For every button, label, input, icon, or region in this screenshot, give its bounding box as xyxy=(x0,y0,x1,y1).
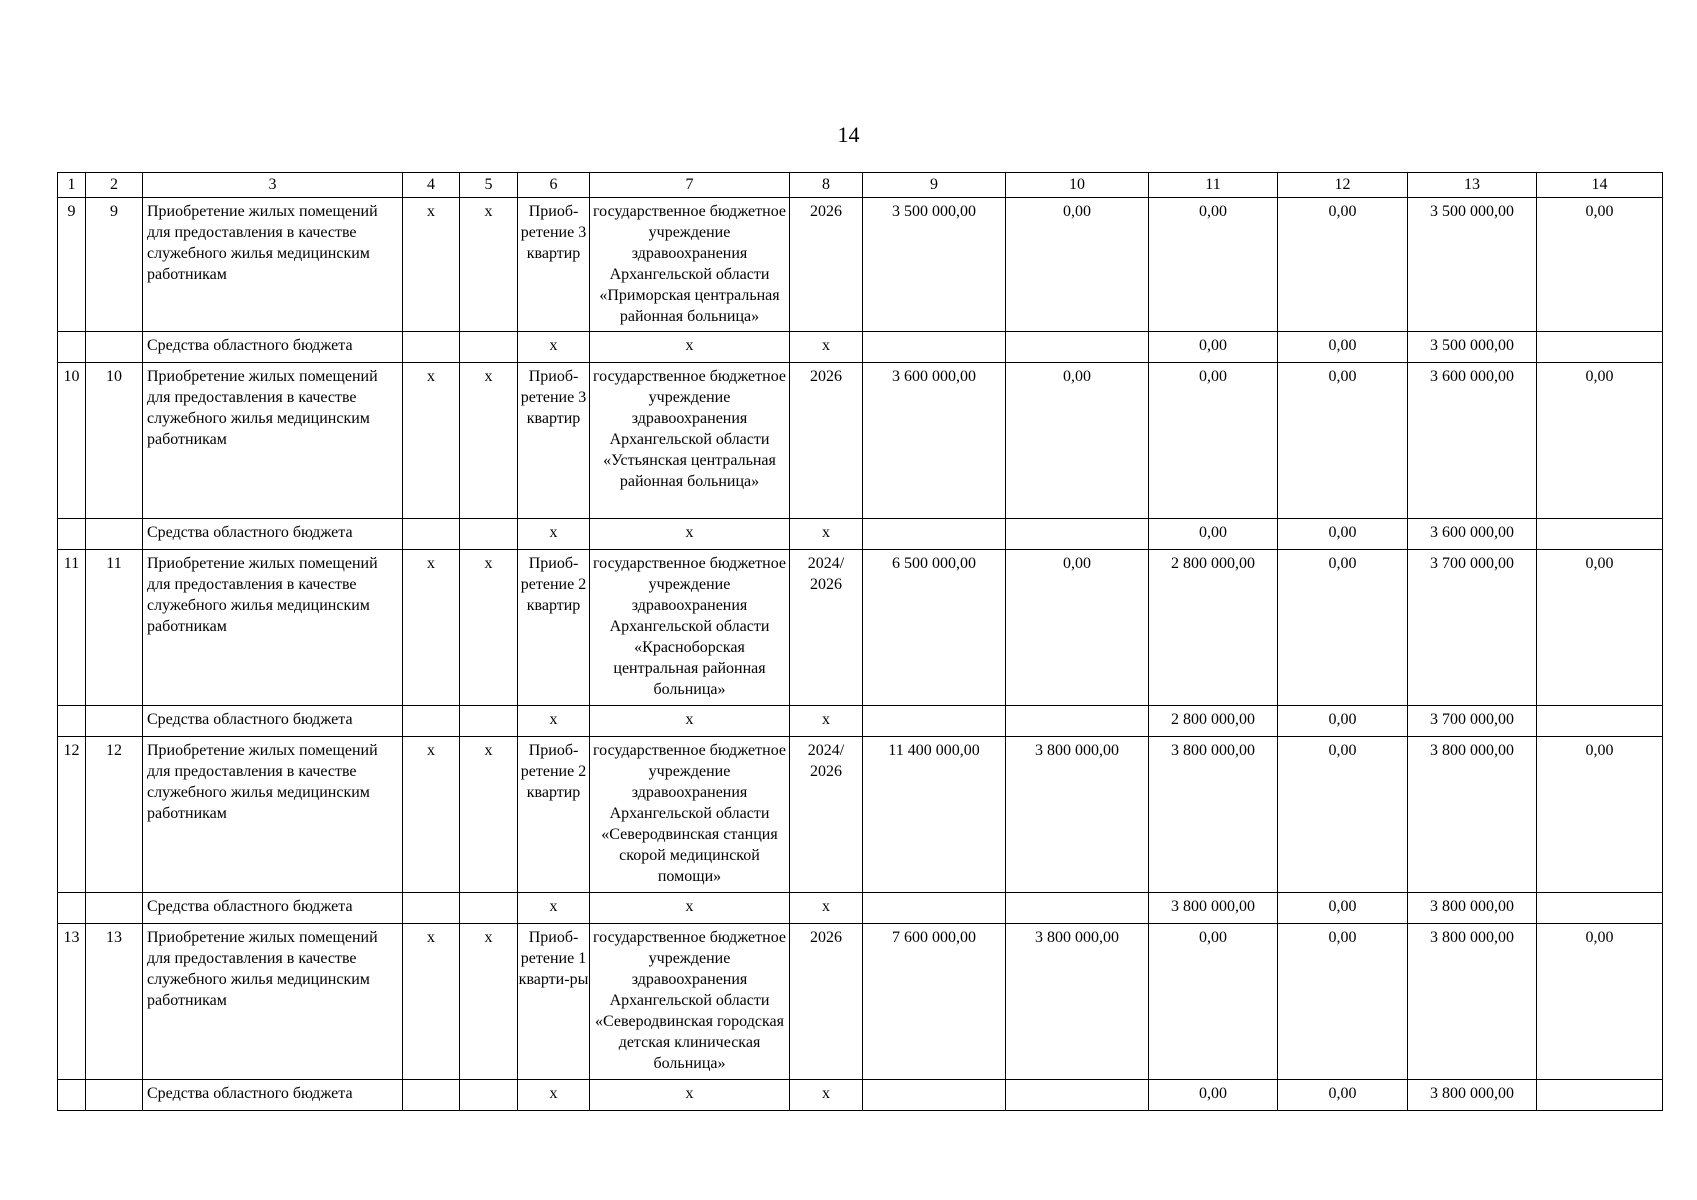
header-cell: 2 xyxy=(86,173,143,198)
amount-col10: 3 800 000,00 xyxy=(1006,737,1149,893)
measure-name: Приобретение жилых помещений для предоставления в качестве служебного жилья медицинским работникам xyxy=(143,550,403,706)
amount-col11: 0,00 xyxy=(1149,332,1278,363)
amount-col10 xyxy=(1006,332,1149,363)
empty-cell xyxy=(86,332,143,363)
funding-source-row xyxy=(58,1080,1663,1111)
amount-col13: 3 600 000,00 xyxy=(1408,363,1537,519)
funding-source-row xyxy=(58,519,1663,550)
amount-col11: 2 800 000,00 xyxy=(1149,550,1278,706)
year-cell: 2026 xyxy=(790,924,863,1080)
executor-cell: государственное бюджетное учреждение здравоохранения Архангельской области «Северодвинская городская детская клиническая больница» xyxy=(590,924,790,1080)
empty-cell xyxy=(460,519,518,550)
funding-source-label: Средства областного бюджета xyxy=(143,706,403,737)
cell-col7: х xyxy=(590,706,790,737)
cell-col5: х xyxy=(460,924,518,1080)
amount-col14 xyxy=(1537,1080,1663,1111)
amount-col10: 0,00 xyxy=(1006,550,1149,706)
empty-cell xyxy=(403,332,460,363)
amount-col12: 0,00 xyxy=(1278,550,1408,706)
header-cell: 13 xyxy=(1408,173,1537,198)
header-cell: 5 xyxy=(460,173,518,198)
amount-col14: 0,00 xyxy=(1537,363,1663,519)
empty-cell xyxy=(58,893,86,924)
header-cell: 4 xyxy=(403,173,460,198)
amount-col11: 0,00 xyxy=(1149,519,1278,550)
empty-cell xyxy=(403,893,460,924)
header-cell: 1 xyxy=(58,173,86,198)
empty-cell xyxy=(58,519,86,550)
funding-source-row xyxy=(58,706,1663,737)
amount-col11: 0,00 xyxy=(1149,924,1278,1080)
item-number: 9 xyxy=(86,198,143,332)
item-number: 10 xyxy=(86,363,143,519)
amount-col12: 0,00 xyxy=(1278,519,1408,550)
empty-cell xyxy=(86,706,143,737)
funding-source-label: Средства областного бюджета xyxy=(143,519,403,550)
year-cell: 2024/ 2026 xyxy=(790,550,863,706)
amount-col12: 0,00 xyxy=(1278,737,1408,893)
amount-col11: 2 800 000,00 xyxy=(1149,706,1278,737)
amount-col12: 0,00 xyxy=(1278,198,1408,332)
amount-col14 xyxy=(1537,332,1663,363)
amount-col11: 0,00 xyxy=(1149,363,1278,519)
funding-source-label: Средства областного бюджета xyxy=(143,332,403,363)
amount-col10 xyxy=(1006,519,1149,550)
amount-total: 3 600 000,00 xyxy=(863,363,1006,519)
amount-col10: 0,00 xyxy=(1006,198,1149,332)
cell-col5: х xyxy=(460,363,518,519)
year-cell: 2026 xyxy=(790,363,863,519)
amount-col14 xyxy=(1537,706,1663,737)
cell-col8: х xyxy=(790,332,863,363)
amount-col14: 0,00 xyxy=(1537,737,1663,893)
funding-source-row xyxy=(58,332,1663,363)
cell-col4: х xyxy=(403,924,460,1080)
cell-col8: х xyxy=(790,1080,863,1111)
amount-total: 7 600 000,00 xyxy=(863,924,1006,1080)
empty-cell xyxy=(86,519,143,550)
table-header-row xyxy=(58,173,1663,198)
cell-col6: х xyxy=(518,1080,590,1111)
table-row xyxy=(58,737,1663,893)
amount-col13: 3 800 000,00 xyxy=(1408,893,1537,924)
executor-cell: государственное бюджетное учреждение здравоохранения Архангельской области «Красноборская центральная районная больница» xyxy=(590,550,790,706)
cell-col7: х xyxy=(590,893,790,924)
empty-cell xyxy=(58,706,86,737)
amount-total xyxy=(863,706,1006,737)
header-cell: 14 xyxy=(1537,173,1663,198)
result-cell: Приоб-ретение 2 квартир xyxy=(518,550,590,706)
amount-total xyxy=(863,332,1006,363)
table-row xyxy=(58,550,1663,706)
amount-col11: 3 800 000,00 xyxy=(1149,737,1278,893)
result-cell: Приоб-ретение 3 квартир xyxy=(518,363,590,519)
item-number: 12 xyxy=(86,737,143,893)
cell-col7: х xyxy=(590,1080,790,1111)
cell-col4: х xyxy=(403,363,460,519)
amount-col10 xyxy=(1006,893,1149,924)
row-number: 13 xyxy=(58,924,86,1080)
executor-cell: государственное бюджетное учреждение здравоохранения Архангельской области «Приморская центральная районная больница» xyxy=(590,198,790,332)
header-cell: 7 xyxy=(590,173,790,198)
empty-cell xyxy=(403,519,460,550)
amount-total: 11 400 000,00 xyxy=(863,737,1006,893)
year-cell: 2026 xyxy=(790,198,863,332)
cell-col8: х xyxy=(790,893,863,924)
measure-name: Приобретение жилых помещений для предоставления в качестве служебного жилья медицинским работникам xyxy=(143,363,403,519)
empty-cell xyxy=(460,706,518,737)
header-cell: 8 xyxy=(790,173,863,198)
amount-col12: 0,00 xyxy=(1278,363,1408,519)
amount-col14 xyxy=(1537,519,1663,550)
executor-cell: государственное бюджетное учреждение здравоохранения Архангельской области «Северодвинская станция скорой медицинской помощи» xyxy=(590,737,790,893)
cell-col8: х xyxy=(790,519,863,550)
measure-name: Приобретение жилых помещений для предоставления в качестве служебного жилья медицинским работникам xyxy=(143,198,403,332)
amount-col10 xyxy=(1006,706,1149,737)
header-cell: 3 xyxy=(143,173,403,198)
page-number: 14 xyxy=(837,122,860,147)
cell-col4: х xyxy=(403,198,460,332)
header-cell: 9 xyxy=(863,173,1006,198)
header-cell: 6 xyxy=(518,173,590,198)
row-number: 10 xyxy=(58,363,86,519)
amount-col11: 0,00 xyxy=(1149,1080,1278,1111)
amount-total xyxy=(863,519,1006,550)
executor-cell: государственное бюджетное учреждение здравоохранения Архангельской области «Устьянская центральная районная больница» xyxy=(590,363,790,519)
amount-col14: 0,00 xyxy=(1537,924,1663,1080)
result-cell: Приоб-ретение 2 квартир xyxy=(518,737,590,893)
amount-col14 xyxy=(1537,893,1663,924)
amount-total xyxy=(863,1080,1006,1111)
amount-col13: 3 800 000,00 xyxy=(1408,924,1537,1080)
funding-source-row xyxy=(58,893,1663,924)
amount-col12: 0,00 xyxy=(1278,1080,1408,1111)
year-cell: 2024/ 2026 xyxy=(790,737,863,893)
result-cell: Приоб-ретение 3 квартир xyxy=(518,198,590,332)
amount-col13: 3 500 000,00 xyxy=(1408,332,1537,363)
cell-col7: х xyxy=(590,332,790,363)
cell-col6: х xyxy=(518,893,590,924)
amount-col12: 0,00 xyxy=(1278,924,1408,1080)
table-row xyxy=(58,924,1663,1080)
cell-col5: х xyxy=(460,550,518,706)
empty-cell xyxy=(86,893,143,924)
row-number: 11 xyxy=(58,550,86,706)
cell-col5: х xyxy=(460,737,518,893)
empty-cell xyxy=(460,1080,518,1111)
empty-cell xyxy=(403,706,460,737)
empty-cell xyxy=(58,1080,86,1111)
amount-col12: 0,00 xyxy=(1278,706,1408,737)
cell-col4: х xyxy=(403,737,460,893)
cell-col6: х xyxy=(518,519,590,550)
program-table xyxy=(57,172,1663,1111)
amount-total xyxy=(863,893,1006,924)
measure-name: Приобретение жилых помещений для предоставления в качестве служебного жилья медицинским работникам xyxy=(143,737,403,893)
funding-source-label: Средства областного бюджета xyxy=(143,893,403,924)
amount-total: 6 500 000,00 xyxy=(863,550,1006,706)
amount-col11: 0,00 xyxy=(1149,198,1278,332)
amount-col12: 0,00 xyxy=(1278,332,1408,363)
row-number: 12 xyxy=(58,737,86,893)
item-number: 13 xyxy=(86,924,143,1080)
amount-col14: 0,00 xyxy=(1537,198,1663,332)
amount-col13: 3 600 000,00 xyxy=(1408,519,1537,550)
amount-col14: 0,00 xyxy=(1537,550,1663,706)
empty-cell xyxy=(58,332,86,363)
amount-col13: 3 800 000,00 xyxy=(1408,737,1537,893)
amount-col11: 3 800 000,00 xyxy=(1149,893,1278,924)
table-row xyxy=(58,363,1663,519)
header-cell: 12 xyxy=(1278,173,1408,198)
amount-col13: 3 800 000,00 xyxy=(1408,1080,1537,1111)
amount-col10: 0,00 xyxy=(1006,363,1149,519)
empty-cell xyxy=(86,1080,143,1111)
amount-col13: 3 700 000,00 xyxy=(1408,706,1537,737)
amount-col10 xyxy=(1006,1080,1149,1111)
amount-col10: 3 800 000,00 xyxy=(1006,924,1149,1080)
cell-col5: х xyxy=(460,198,518,332)
measure-name: Приобретение жилых помещений для предоставления в качестве служебного жилья медицинским работникам xyxy=(143,924,403,1080)
funding-source-label: Средства областного бюджета xyxy=(143,1080,403,1111)
amount-col13: 3 700 000,00 xyxy=(1408,550,1537,706)
cell-col4: х xyxy=(403,550,460,706)
result-cell: Приоб-ретение 1 кварти-ры xyxy=(518,924,590,1080)
empty-cell xyxy=(403,1080,460,1111)
header-cell: 11 xyxy=(1149,173,1278,198)
cell-col6: х xyxy=(518,332,590,363)
item-number: 11 xyxy=(86,550,143,706)
row-number: 9 xyxy=(58,198,86,332)
cell-col7: х xyxy=(590,519,790,550)
amount-col13: 3 500 000,00 xyxy=(1408,198,1537,332)
empty-cell xyxy=(460,893,518,924)
empty-cell xyxy=(460,332,518,363)
header-cell: 10 xyxy=(1006,173,1149,198)
table-row xyxy=(58,198,1663,332)
amount-col12: 0,00 xyxy=(1278,893,1408,924)
cell-col6: х xyxy=(518,706,590,737)
cell-col8: х xyxy=(790,706,863,737)
amount-total: 3 500 000,00 xyxy=(863,198,1006,332)
